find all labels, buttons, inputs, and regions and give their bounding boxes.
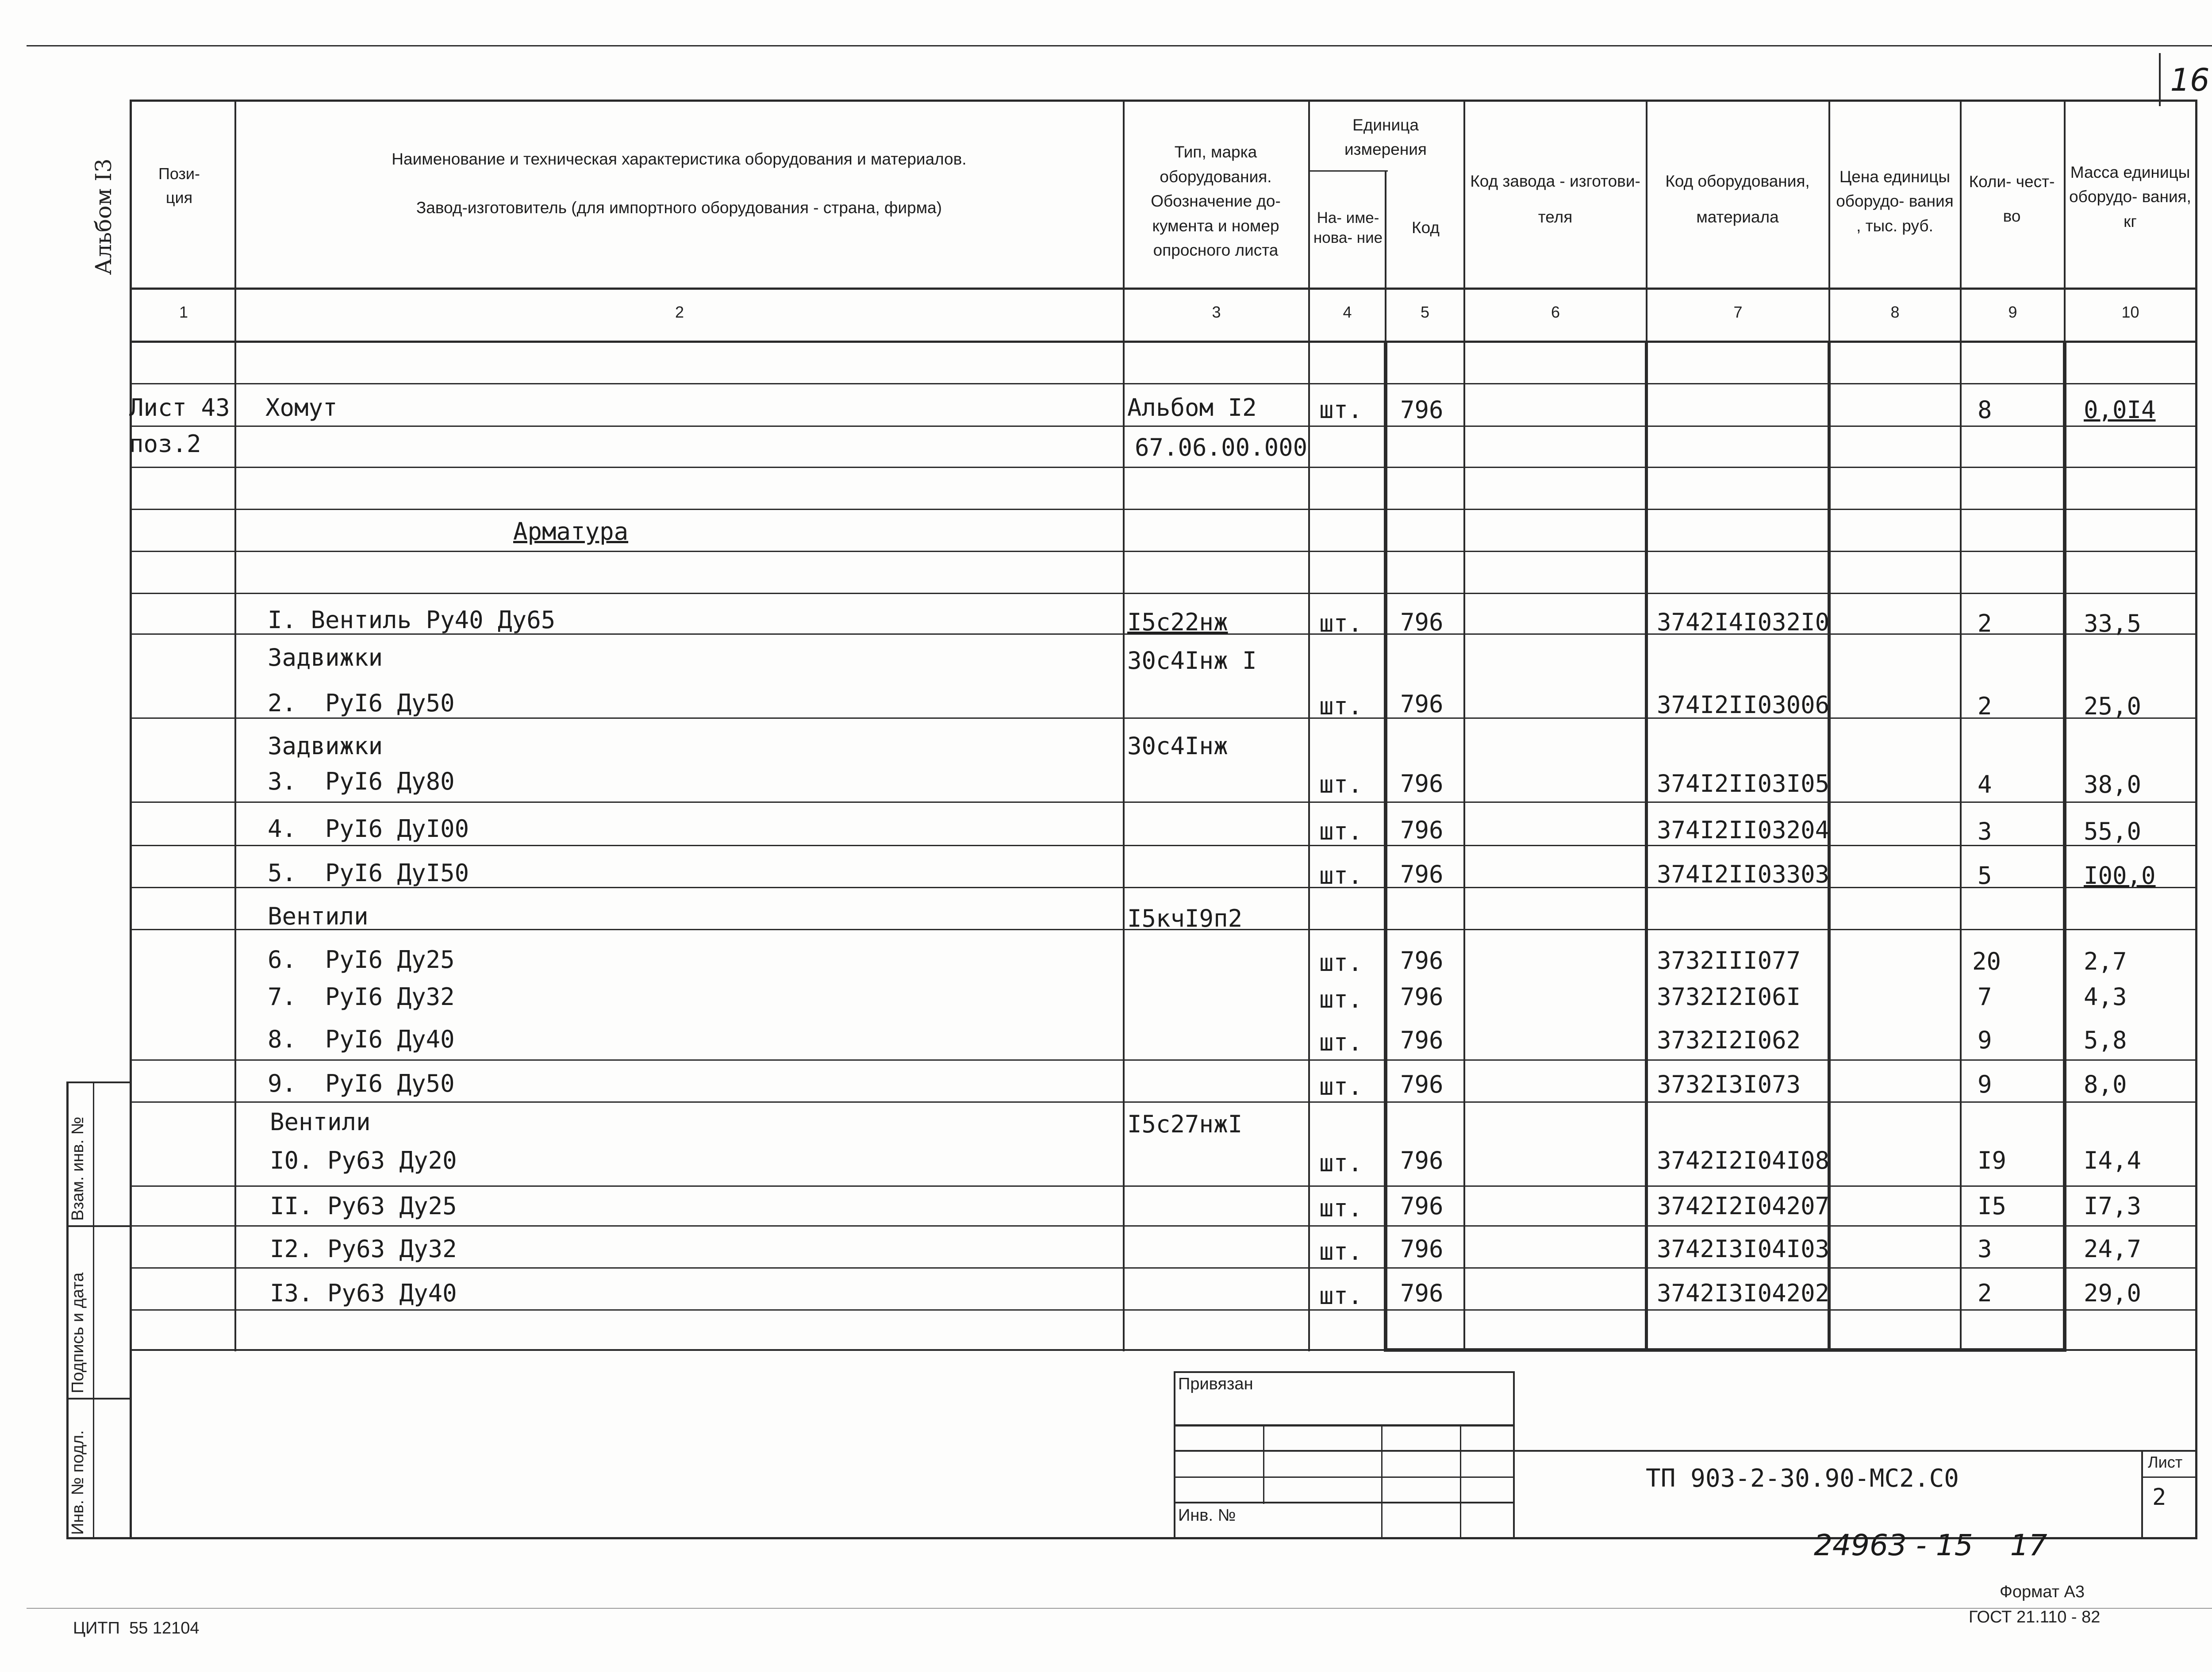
section-title: Арматура	[513, 518, 629, 545]
cell-type: I5с27нжI	[1127, 1110, 1243, 1138]
cell-code: 796	[1400, 983, 1444, 1011]
cell-unit: шт.	[1319, 1028, 1363, 1056]
cell-equip: 374I2II03204	[1657, 816, 1830, 844]
cell-code: 796	[1400, 608, 1444, 636]
cell-mass: I00,0	[2084, 862, 2156, 890]
header-position: Пози- ция	[158, 165, 200, 207]
cell-pos: Лист 43	[129, 394, 230, 422]
cell-name: 3. РуI6 Ду80	[268, 767, 455, 795]
cell-unit: шт.	[1319, 396, 1363, 424]
col-number-1: 1	[179, 303, 188, 321]
cell-qty: 9	[1978, 1026, 1992, 1054]
cell-equip: 3742I3I04I03	[1657, 1235, 1830, 1263]
cell-qty: 2	[1978, 692, 1992, 720]
cell-mass: 33,5	[2084, 610, 2142, 637]
cell-name: Задвижки	[268, 732, 383, 760]
cell-equip: 3742I2I04I08	[1657, 1147, 1830, 1174]
cell-mass: 2,7	[2084, 947, 2127, 975]
cell-name: 5. РуI6 ДуI50	[268, 859, 469, 887]
stamp-sheet-value: 2	[2152, 1484, 2166, 1511]
stamp-bound-label: Привязан	[1178, 1375, 1253, 1393]
col-number-7: 7	[1733, 303, 1743, 321]
cell-code: 796	[1400, 1192, 1444, 1220]
cell-name: I3. Ру63 Ду40	[270, 1279, 457, 1307]
cell-code: 796	[1400, 816, 1444, 844]
side-label-sign-date: Подпись и дата	[69, 1272, 87, 1393]
col-number-10: 10	[2121, 303, 2139, 321]
cell-code: 796	[1400, 1147, 1444, 1174]
cell-name: II. Ру63 Ду25	[270, 1192, 457, 1220]
header-name-line2: Завод-изготовитель (для импортного оборудования - страна, фирма)	[416, 199, 942, 217]
cell-equip: 3732I2I062	[1657, 1026, 1801, 1054]
cell-equip: 374I2II03006	[1657, 691, 1830, 719]
cell-mass: 5,8	[2084, 1026, 2127, 1054]
stamp-doc-code: ТП 903-2-30.90-МС2.С0	[1646, 1464, 1959, 1493]
side-label-replace-inv: Взам. инв. №	[69, 1116, 87, 1221]
cell-unit: шт.	[1319, 862, 1363, 890]
cell-mass: 0,0I4	[2084, 396, 2156, 424]
header-unit-code: Код	[1412, 219, 1440, 237]
cell-mass: 55,0	[2084, 817, 2142, 845]
cell-unit: шт.	[1319, 1149, 1363, 1177]
cell-equip: 374I2II03303	[1657, 860, 1830, 888]
cell-unit: шт.	[1319, 1194, 1363, 1222]
header-unit-name: На- име- нова- ние	[1313, 209, 1383, 246]
format-label: Формат А3	[2000, 1583, 2085, 1601]
cell-code: 796	[1400, 947, 1444, 974]
gost-label: ГОСТ 21.110 - 82	[1969, 1608, 2101, 1626]
sheet-number: 16	[2170, 62, 2210, 98]
cell-qty: 4	[1978, 771, 1992, 798]
cell-qty: 2	[1978, 610, 1992, 637]
cell-unit: шт.	[1319, 1282, 1363, 1310]
cell-unit: шт.	[1319, 1073, 1363, 1101]
cell-name: I. Вентиль Ру40 Ду65	[268, 606, 556, 634]
cell-unit: шт.	[1319, 610, 1363, 637]
cell-code: 796	[1400, 1070, 1444, 1098]
stamp-inv-label: Инв. №	[1178, 1506, 1236, 1525]
cell-unit: шт.	[1319, 692, 1363, 720]
cell-name: I2. Ру63 Ду32	[270, 1235, 457, 1263]
cell-qty: 9	[1978, 1070, 1992, 1098]
cell-mass: 4,3	[2084, 983, 2127, 1011]
cell-unit: шт.	[1319, 1238, 1363, 1266]
cell-name: 6. РуI6 Ду25	[268, 946, 455, 974]
col-number-5: 5	[1420, 303, 1430, 321]
col-number-3: 3	[1212, 303, 1221, 321]
cell-name: 9. РуI6 Ду50	[268, 1070, 455, 1097]
cell-mass: I7,3	[2084, 1192, 2142, 1220]
header-name-line1: Наименование и техническая характеристика оборудования и материалов.	[392, 150, 967, 169]
cell-qty: I5	[1978, 1192, 2007, 1220]
cell-equip: 3742I3I04202	[1657, 1279, 1830, 1307]
cell-qty: 2	[1978, 1279, 1992, 1307]
cell-qty: 3	[1978, 1235, 1992, 1263]
cell-unit: шт.	[1319, 817, 1363, 845]
cell-equip: 3732I2I06I	[1657, 983, 1801, 1011]
header-equipment-code: Код оборудования, материала	[1665, 172, 1810, 226]
cell-name: 4. РуI6 ДуI00	[268, 815, 469, 843]
col-number-2: 2	[675, 303, 684, 321]
cell-name: Вентили	[270, 1108, 371, 1136]
cell-name: I0. Ру63 Ду20	[270, 1147, 457, 1174]
col-number-9: 9	[2008, 303, 2017, 321]
cell-type: Альбом I2	[1127, 394, 1257, 422]
cell-mass: 38,0	[2084, 771, 2142, 798]
cell-pos: поз.2	[129, 430, 201, 458]
cell-name: 2. РуI6 Ду50	[268, 689, 455, 717]
cell-name: Задвижки	[268, 644, 383, 671]
cell-code: 796	[1400, 396, 1444, 424]
cell-name: Вентили	[268, 902, 369, 930]
cell-code: 796	[1400, 690, 1444, 718]
header-unit: Единица измерения	[1344, 115, 1427, 158]
album-label: Альбом I3	[91, 158, 116, 275]
cell-type: 30с4Iнж I	[1127, 647, 1257, 675]
cell-name: 7. РуI6 Ду32	[268, 983, 455, 1011]
cell-code: 796	[1400, 1279, 1444, 1307]
cell-unit: шт.	[1319, 986, 1363, 1013]
cell-equip: 3742I4I032I0	[1657, 608, 1830, 636]
header-mass: Масса единицы оборудо- вания, кг	[2069, 163, 2191, 230]
cell-mass: 25,0	[2084, 692, 2142, 720]
header-type: Тип, марка оборудования. Обозначение до- кумента и номер опросного листа	[1151, 143, 1281, 260]
cell-unit: шт.	[1319, 771, 1363, 798]
cell-code: 796	[1400, 1235, 1444, 1263]
cell-code: 796	[1400, 860, 1444, 888]
cell-name: 8. РуI6 Ду40	[268, 1025, 455, 1053]
cell-code: 796	[1400, 1026, 1444, 1054]
cell-qty: 3	[1978, 817, 1992, 845]
header-factory-code: Код завода - изготови- теля	[1470, 172, 1640, 226]
cell-name: Хомут	[265, 394, 338, 422]
cell-qty: 7	[1978, 983, 1992, 1011]
col-number-8: 8	[1890, 303, 1900, 321]
cell-equip: 3732III077	[1657, 947, 1801, 974]
cell-type: 67.06.00.000	[1135, 433, 1308, 461]
publisher-label: ЦИТП 55 12104	[73, 1619, 200, 1637]
cell-mass: I4,4	[2084, 1147, 2142, 1174]
cell-qty: 8	[1978, 396, 1992, 424]
header-price: Цена единицы оборудо- вания , тыс. руб.	[1836, 167, 1954, 235]
cell-qty: I9	[1978, 1147, 2007, 1174]
cell-mass: 29,0	[2084, 1279, 2142, 1307]
cell-equip: 3732I3I073	[1657, 1070, 1801, 1098]
cell-type: 30с4Iнж	[1127, 732, 1228, 760]
col-number-6: 6	[1551, 303, 1560, 321]
cell-equip: 374I2II03I05	[1657, 770, 1830, 798]
cell-type: I5с22нж	[1127, 608, 1228, 636]
side-label-inv-orig: Инв. № подл.	[69, 1430, 87, 1535]
cell-code: 796	[1400, 770, 1444, 798]
cell-qty: 5	[1978, 862, 1992, 890]
handwritten-number: 24963 - 15 17	[1814, 1528, 2047, 1562]
cell-mass: 8,0	[2084, 1070, 2127, 1098]
cell-unit: шт.	[1319, 949, 1363, 977]
cell-equip: 3742I2I04207	[1657, 1192, 1830, 1220]
cell-qty: 20	[1972, 947, 2001, 975]
col-number-4: 4	[1343, 303, 1352, 321]
cell-type: I5кчI9п2	[1127, 905, 1243, 932]
stamp-sheet-label: Лист	[2148, 1453, 2183, 1471]
header-quantity: Коли- чест- во	[1969, 173, 2055, 225]
cell-mass: 24,7	[2084, 1235, 2142, 1263]
